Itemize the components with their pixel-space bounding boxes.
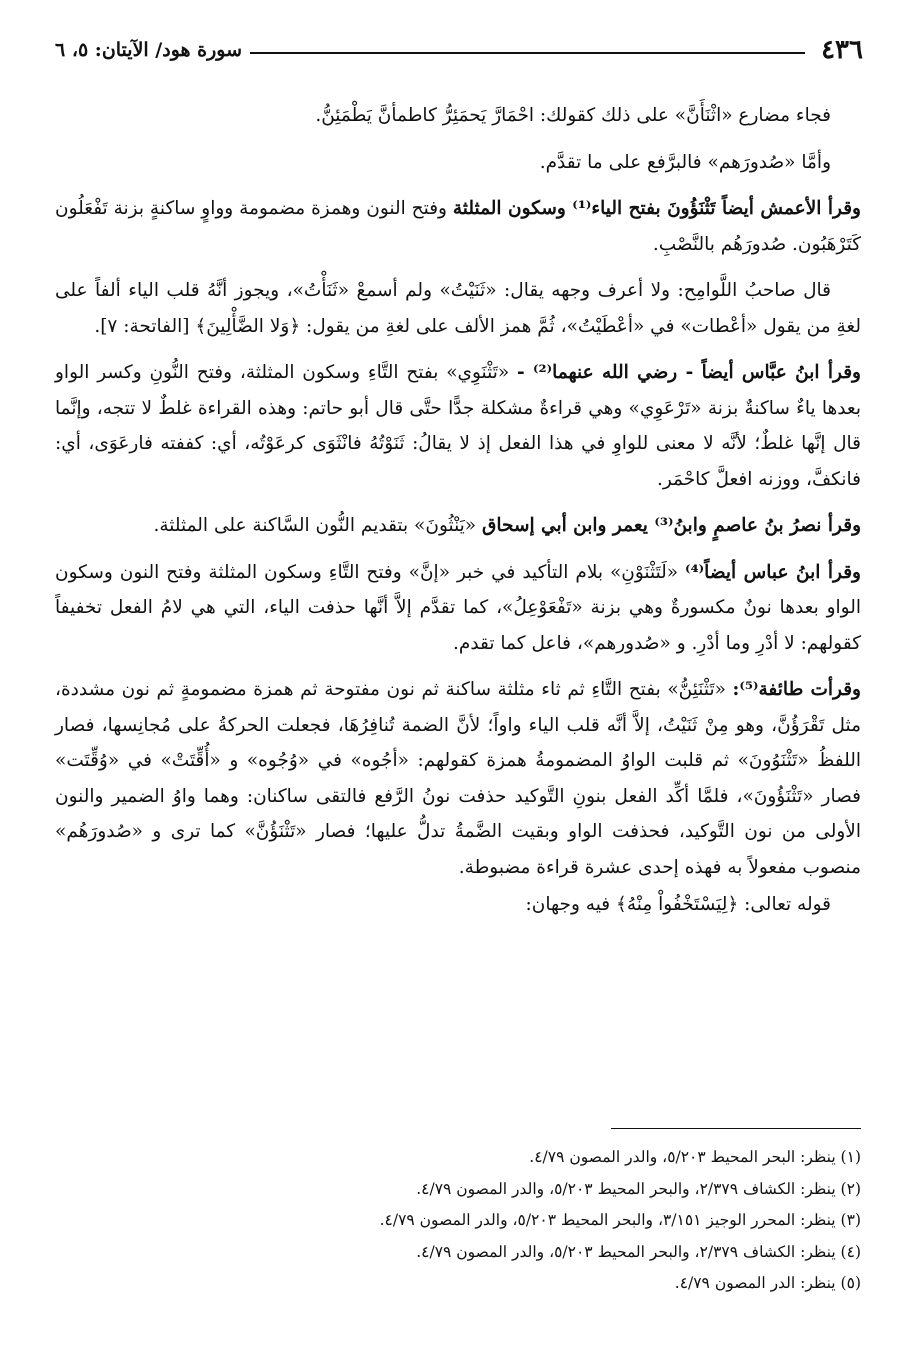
main-text	[55, 98, 861, 934]
reading-heading: وقرأ ابنُ عبَّاس أيضاً - رضي الله عنهما⁽²⁾ -	[516, 362, 861, 383]
reading-heading: وقرأ الأعمش أيضاً تَثْنَؤُونَ بفتح الياء⁽¹⁾ وسكون المثلثة	[452, 198, 861, 219]
paragraph-text: فجاء مضارع «اثْنَأَنَّ» على ذلك كقولك: احْمَارَّ يَحمَئِرُّ كاطمأنَّ يَطْمَئِنُّ.	[315, 105, 831, 126]
reading-heading: وقرأ ابنُ عباس أيضاً⁽⁴⁾	[685, 561, 861, 583]
footnote-separator	[611, 1128, 861, 1129]
paragraph-text: «يَنْثُونَ» بتقديم النُّون السَّاكنة على المثلثة.	[153, 515, 483, 536]
footnote-2: (٢) ينظر: الكشاف ٢/٣٧٩، والبحر المحيط ٥/٢٠٣، والدر المصون ٤/٧٩.	[416, 1179, 861, 1198]
paragraph-text: «تَثْنَوِي» بفتح التَّاءِ وسكون المثلثة، وفتح النُّونِ وكسر الواو بعدها ياءٌ ساكنةٌ بزنة «تَرْعَوِي» وهي قراءةٌ مشكلة جدًّا حتَّى قال أبو حاتم: وهذه القراءة غلطٌ لا تتجه، وإنَّما قال إنَّها غلطٌ؛ لأنَّه لا معنى للواوِ في هذا الفعل إذ لا يقالُ: ثَنَوْتُهُ فانْثَوَى كرعَوْتُه، أي: كففته فارعَوَى، أي: فانكفَّ، ووزنه افعلَّ كاحْمَر.	[55, 362, 861, 490]
paragraph-text: «لَتَثْنَوْنِ» بلام التأكيد في خبر «إنَّ» وفتح التَّاءِ وسكون المثلثة وفتح النون وسكون الواو بعدها نونٌ مكسورةٌ وهي بزنة «تَفْعَوْعِلُ»، كما تقدَّم إلاَّ أنَّها حذفت الياء، التي هي لامُ الفعل تخفيفاً كقولهم: لا أدْرِ وما أدْرِ. و «صُدورهم»، فاعل كما تقدم.	[55, 561, 861, 654]
reading-heading: وقرأ نصرُ بنُ عاصمٍ وابنُ⁽³⁾ يعمر وابن أبي إسحاق	[482, 515, 861, 536]
paragraph-6	[55, 508, 861, 544]
running-title: سورة هود/ الآيتان: ٥، ٦	[55, 39, 243, 61]
paragraph-7	[55, 555, 861, 662]
footnote-3: (٣) ينظر: المحرر الوجيز ٣/١٥١، والبحر المحيط ٥/٢٠٣، والدر المصون ٤/٧٩.	[379, 1211, 861, 1229]
paragraph-4	[55, 273, 861, 344]
paragraph-text: قال صاحبُ اللَّوامِح: ولا أعرف وجهه يقال: «ثَنَيْتُ» ولم أسمعْ «ثَنَأْتُ»، ويجوز أنَّهُ قلب الياء ألفاً على لغةِ من يقول «أعْطات» في «أعْطَيْتُ»، ثُمَّ همز الألف على لغةِ من يقول: ﴿وَلا الضَّأْلِينَ﴾ [الفاتحة: ٧].	[55, 280, 861, 337]
paragraph-text: وفتح النون وهمزة مضمومة وواوٍ ساكنةٍ بزنة تَفْعَلُون كَتَرْهَبُون. صُدورَهُم بالنَّصْبِ.	[55, 198, 861, 255]
paragraph-text: «تَثْنَئِنُّ» بفتح التَّاءِ ثم ثاء مثلثة ساكنة ثم نون مفتوحة ثم همزة مضمومةٍ ثم نون مشددة، مثل تَقْرَؤُنَّ، وهو مِنْ ثَنَيْتُ، إلاَّ أنَّه قلب الياء واواً؛ لأنَّ الضمة تُنافِرُهَا، فجعلت الحركةُ على مُجانِسها، فصار اللفظُ «تَثْنَوُونَ» ثم قلبت الواوُ المضمومةُ همزة كقولهم: «أجُوه» في «وُجُوه» و «أُقِّتَتْ» في «وُقِّتَت» فصار «تَثْنَؤُونَ»، فلمَّا أكِّد الفعل بنونِ التَّوكيد حذفت نونُ الرَّفع فالتقى ساكنان: وهما واوُ الضمير والنون الأولى من نون التَّوكيد، فحذفت الواو وبقيت الضَّمةُ تدلُّ عليها؛ فصار «تَثْنَؤُنَّ» كما ترى و «صُدورَهُم» منصوب مفعولاً به فهذه إحدى عشرة قراءة مضبوطة.	[55, 679, 861, 878]
paragraph-text: قوله تعالى: ﴿لِيَسْتَخْفُواْ مِنْهُ﴾ فيه وجهان:	[525, 894, 831, 915]
footnote-5: (٥) ينظر: الدر المصون ٤/٧٩.	[674, 1274, 861, 1292]
footnotes	[55, 1142, 861, 1300]
page-header	[55, 30, 863, 70]
paragraph-text: وأمَّا «صُدورَهم» فالبرَّفع على ما تقدَّم.	[539, 151, 831, 173]
header-rule	[250, 52, 805, 54]
paragraph-9	[55, 887, 861, 923]
paragraph-2	[55, 145, 861, 181]
footnote-1: (١) ينظر: البحر المحيط ٥/٢٠٣، والدر المصون ٤/٧٩.	[529, 1148, 861, 1166]
page-number: ٤٣٦	[821, 35, 863, 65]
footnote-4: (٤) ينظر: الكشاف ٢/٣٧٩، والبحر المحيط ٥/٢٠٣، والدر المصون ٤/٧٩.	[416, 1242, 861, 1261]
reading-heading: وقرأت طائفة⁽⁵⁾:	[732, 679, 861, 700]
paragraph-3	[55, 191, 861, 262]
paragraph-1	[55, 98, 861, 134]
paragraph-8	[55, 672, 861, 885]
paragraph-5	[55, 355, 861, 497]
